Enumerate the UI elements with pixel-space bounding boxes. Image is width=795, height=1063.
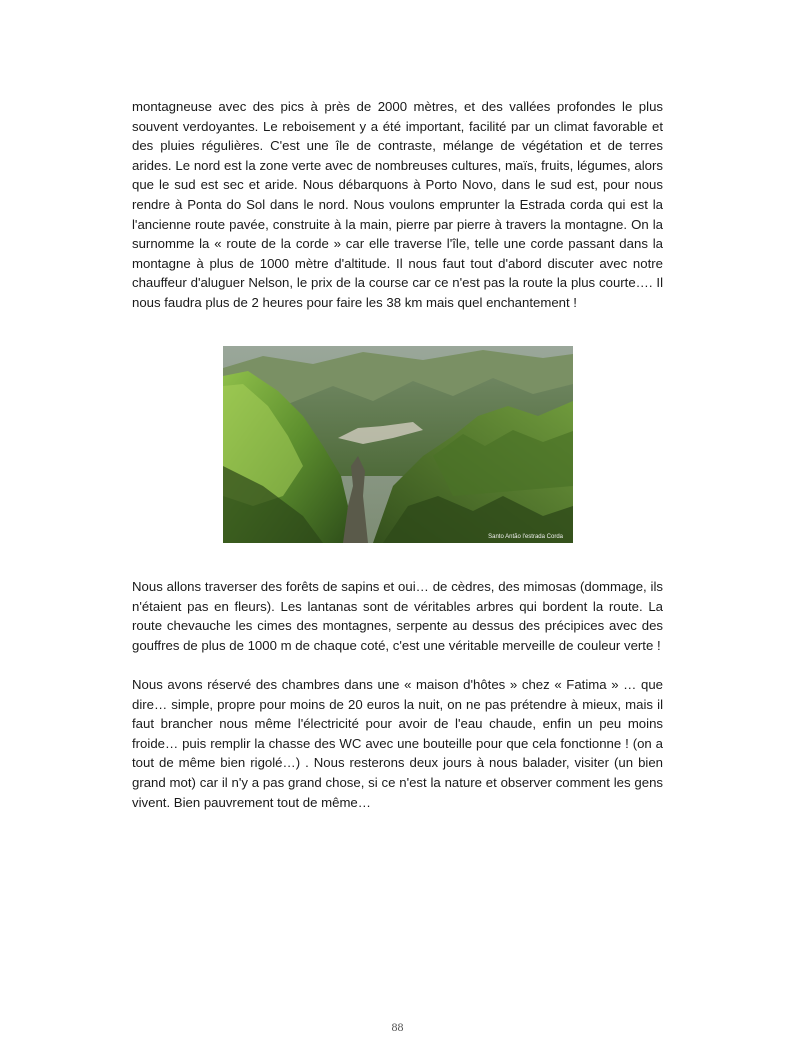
paragraph-island-description: montagneuse avec des pics à près de 2000 mètres, et des vallées profondes le plus souvent verdoyantes. Le reboisement y a été important, facilité par un climat favorable et des pluies régulières. C'est une île de contraste, mélange de végétation et de terres arides. Le nord est la zone verte avec de nombreuses cultures, maïs, fruits, légumes, alors que le sud est sec et aride. Nous débarquons à Porto Novo, dans le sud est, pour nous rendre à Ponta do Sol dans le nord. Nous voulons emprunter la Estrada corda qui est la l'ancienne route pavée, construite à la main, pierre par pierre à travers la montagne. On la surnomme la « route de la corde » car elle traverse l'île, telle une corde passant dans la montagne à plus de 1000 mètre d'altitude. Il nous faut tout d'abord discuter avec notre chauffeur d'aluguer Nelson, le prix de la course car ce n'est pas la route la plus courte…. Il nous faudra plus de 2 heures pour faire les 38 km mais quel enchantement ! <box>132 99 663 310</box>
paragraph-forest-road: Nous allons traverser des forêts de sapins et oui… de cèdres, des mimosas (dommage, ils n'étaient pas en fleurs). Les lantanas sont de véritables arbres qui bordent la route. La route chevauche les cimes des montagnes, serpente au dessus des précipices avec des gouffres de plus de 1000 m de chaque coté, c'est une véritable merveille de couleur verte ! <box>132 579 663 653</box>
mountain-valley-photo <box>223 346 573 543</box>
page-number: 88 <box>391 1020 404 1034</box>
paragraph-guesthouse: Nous avons réservé des chambres dans une « maison d'hôtes » chez « Fatima » … que dire… simple, propre pour moins de 20 euros la nuit, on ne pas prétendre à mieux, mais il faut brancher nous même l'électricité pour avoir de l'eau chaude, enfin un peu moins froide… puis remplir la chasse des WC avec une bouteille pour que cela fonctionne ! (on a tout de même bien rigolé…) . Nous resterons deux jours à nous balader, visiter (un bien grand mot) car il n'y a pas grand chose, si ce n'est la nature et observer comment les gens vivent. Bien pauvrement tout de même… <box>132 677 663 810</box>
photo-caption: Santo Antão l'estrada Corda <box>488 534 563 540</box>
